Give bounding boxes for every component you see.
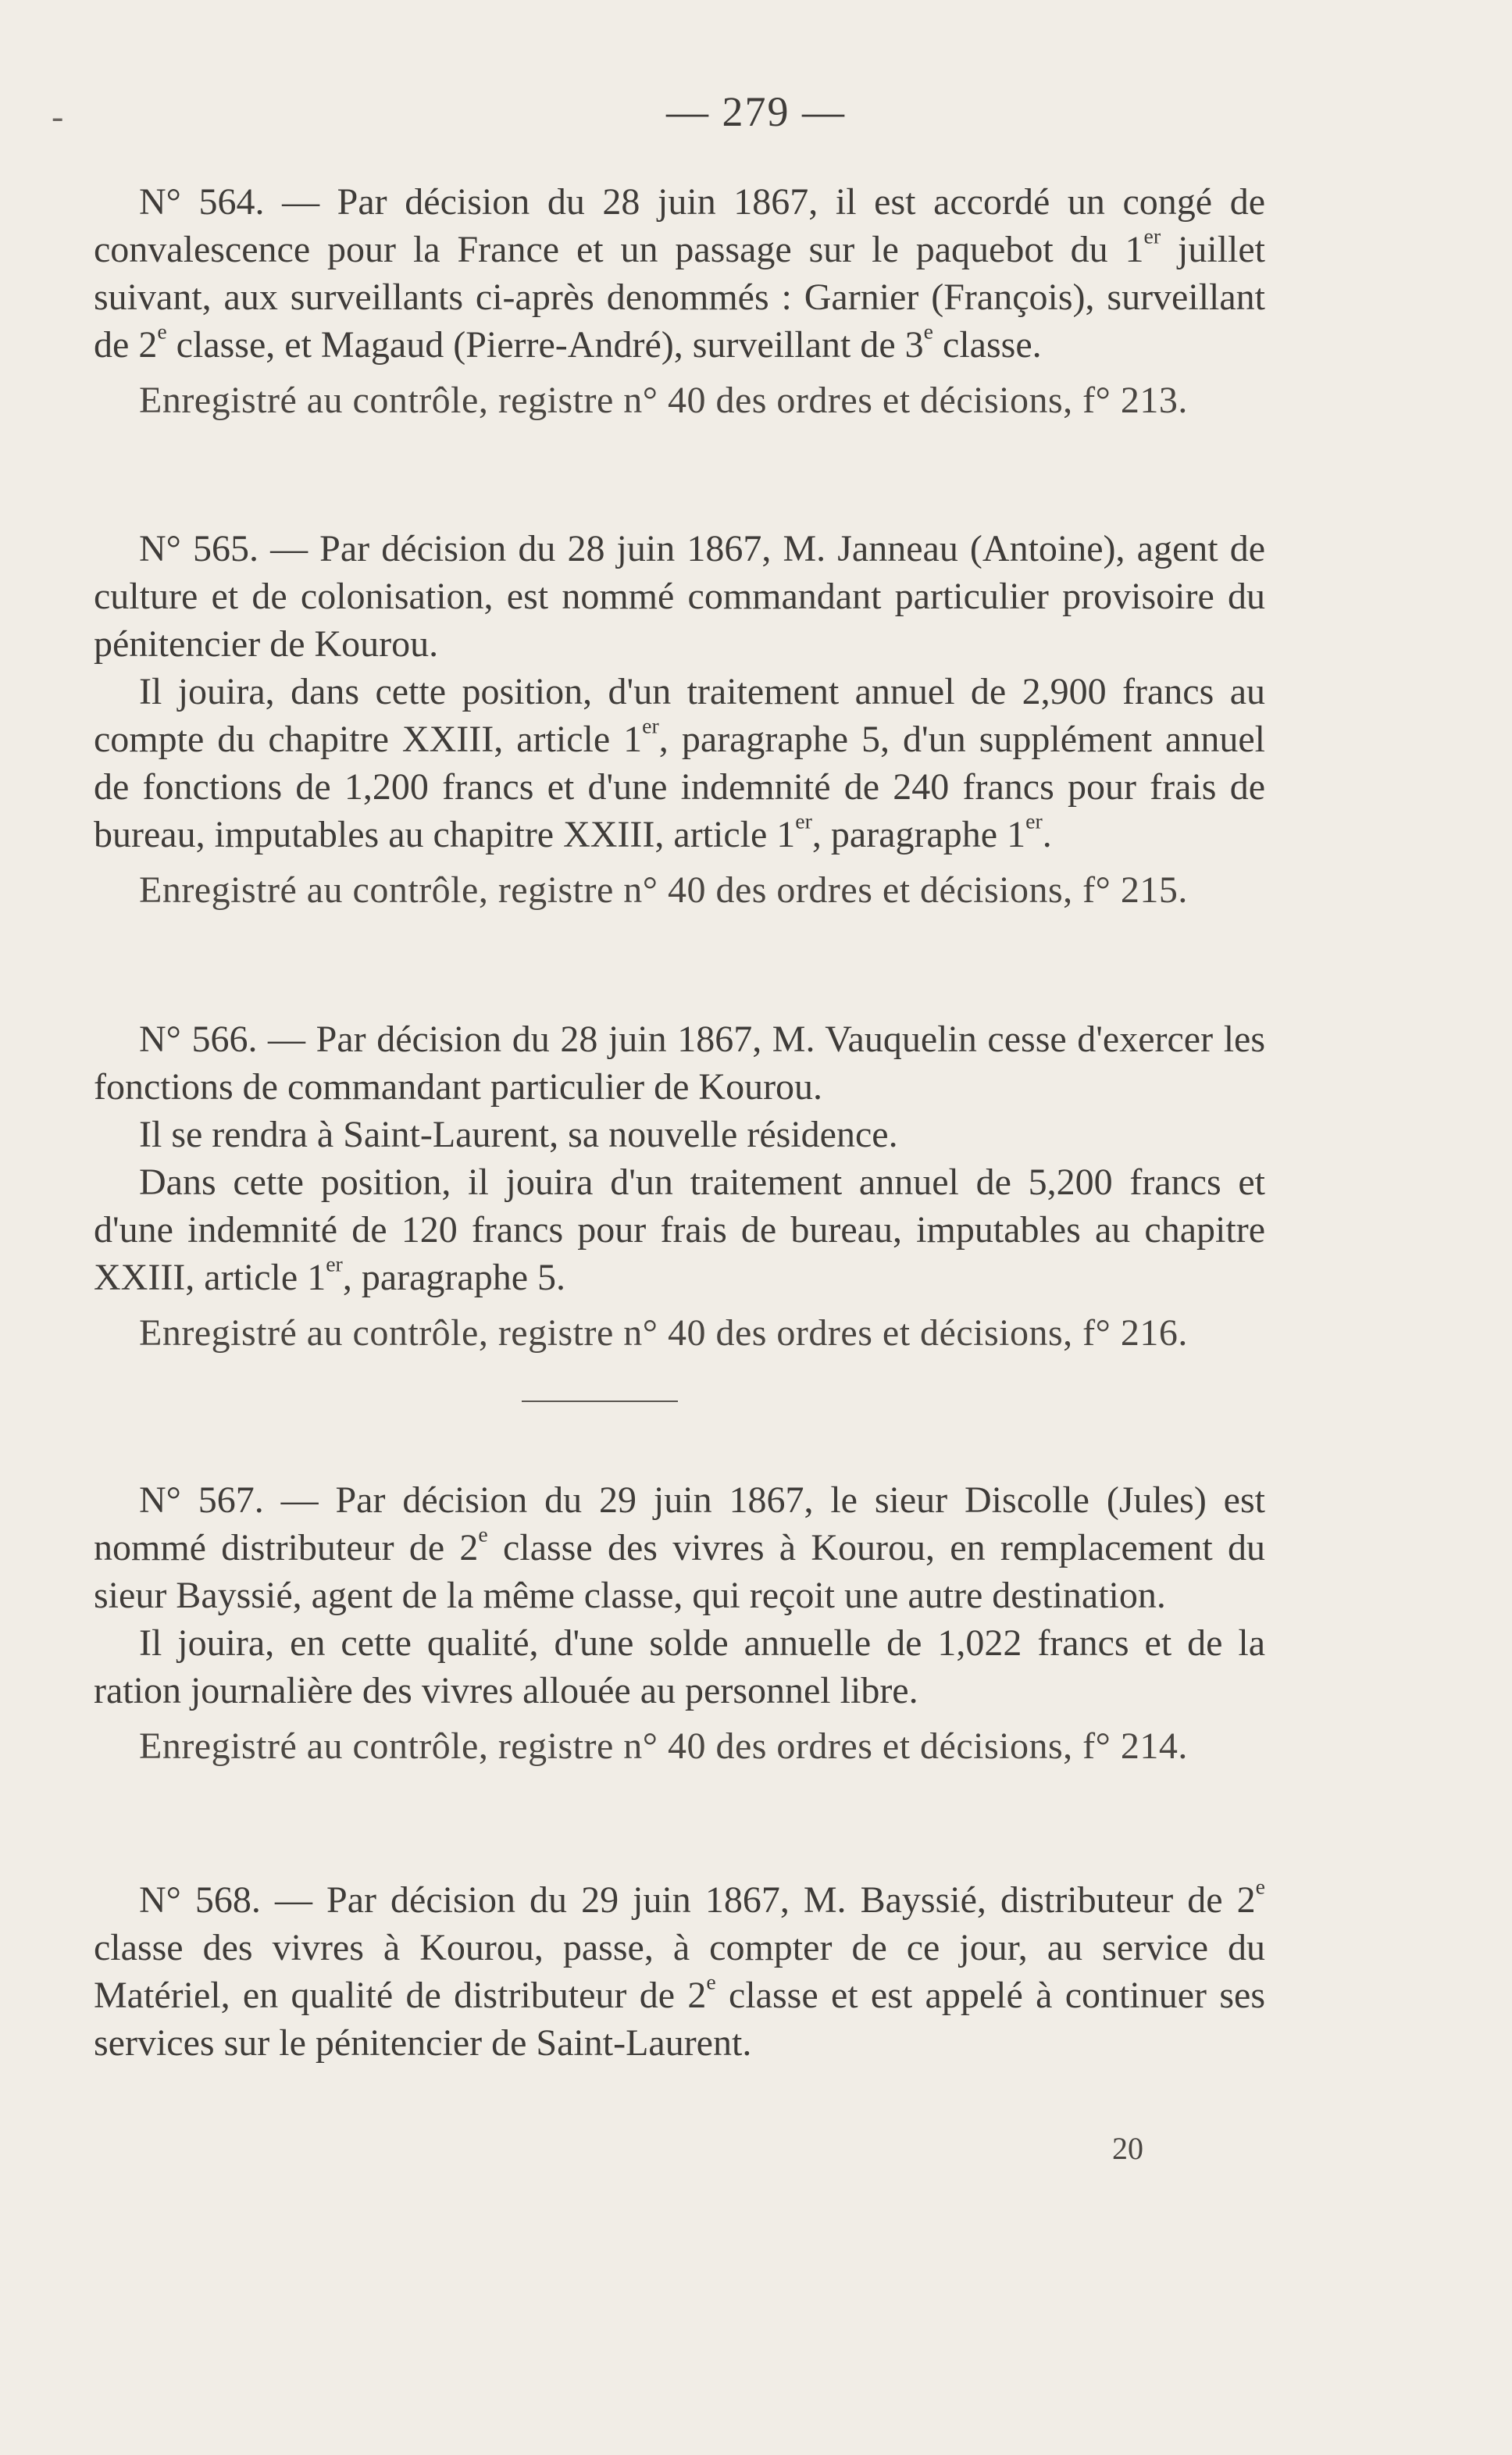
entry-text: — Par décision du 28 juin 1867, M. Janneau (Antoine), agent de culture et de colonisation, est nommé commandant particulier provisoire du pénitencier de Kourou. (94, 528, 1266, 665)
entry-paragraph: Il jouira, en cette qualité, d'une solde annuelle de 1,022 francs et de la ration journalière des vivres allouée au personnel libre. (94, 1622, 1265, 1711)
entry-number: N° 568. (139, 1879, 261, 1921)
entry-text: — Par décision du 29 juin 1867, M. Bayssié, distributeur de 2e classe des vivres à Kourou, passe, à compter de ce jour, au service du Matériel, en qualité de distributeur de 2e classe et est appelé à continuer ses services sur le pénitencier de Saint-Laurent. (94, 1875, 1266, 2064)
entry-568 (94, 1876, 1265, 2067)
entry-number: N° 565. (139, 528, 259, 569)
entry-567 (94, 1476, 1265, 1770)
registration-note: Enregistré au contrôle, registre n° 40 des ordres et décisions, f° 215. (139, 869, 1188, 911)
entry-number: N° 564. (139, 181, 265, 223)
entry-565 (94, 525, 1265, 914)
signature-mark: 20 (1112, 2131, 1143, 2166)
entry-text: — Par décision du 29 juin 1867, le sieur Discolle (Jules) est nommé distributeur de 2e classe des vivres à Kourou, en remplacement du sieur Bayssié, agent de la même classe, qui reçoit une autre destination. (94, 1479, 1266, 1616)
entry-paragraph: Il se rendra à Saint-Laurent, sa nouvelle résidence. (139, 1114, 898, 1155)
entry-paragraph (94, 1015, 1265, 1111)
section-separator-rule (522, 1401, 678, 1402)
margin-dash: - (52, 96, 64, 136)
page-number: — 279 — (666, 88, 846, 135)
entry-566 (94, 1015, 1265, 1357)
registration-note: Enregistré au contrôle, registre n° 40 des ordres et décisions, f° 216. (139, 1312, 1188, 1354)
entry-paragraph (94, 178, 1265, 369)
ordinal-suffix: er (326, 1252, 343, 1277)
ordinal-suffix: e (157, 319, 167, 344)
ordinal-suffix: er (1143, 224, 1161, 249)
ordinal-suffix: er (795, 809, 812, 834)
ordinal-suffix: e (478, 1522, 488, 1547)
ordinal-suffix: e (1255, 1875, 1266, 1900)
ordinal-suffix: er (1025, 809, 1043, 834)
entry-paragraph (94, 525, 1265, 668)
entry-number: N° 567. (139, 1479, 264, 1521)
ordinal-suffix: e (706, 1970, 716, 1995)
ordinal-suffix: e (923, 319, 934, 344)
entry-paragraph (94, 1476, 1265, 1619)
entry-paragraph: Il jouira, dans cette position, d'un traitement annuel de 2,900 francs au compte du chapitre XXIII, article 1er, paragraphe 5, d'un supplément annuel de fonctions de 1,200 francs et d'une indemnité de 240 francs pour frais de bureau, imputables au chapitre XXIII, article 1er, paragraphe 1er. (94, 671, 1265, 855)
entry-564 (94, 178, 1265, 424)
entry-paragraph: Dans cette position, il jouira d'un traitement annuel de 5,200 francs et d'une indemnité de 120 francs pour frais de bureau, imputables au chapitre XXIII, article 1er, paragraphe 5. (94, 1161, 1265, 1298)
entry-text: — Par décision du 28 juin 1867, M. Vauquelin cesse d'exercer les fonctions de commandant particulier de Kourou. (94, 1019, 1266, 1108)
entry-number: N° 566. (139, 1019, 258, 1060)
registration-note: Enregistré au contrôle, registre n° 40 des ordres et décisions, f° 213. (139, 380, 1188, 421)
entry-text: — Par décision du 28 juin 1867, il est accordé un congé de convalescence pour la France et un passage sur le paquebot du 1er juillet suivant, aux surveillants ci-après denommés : Garnier (François), surveillant de 2e classe, et Magaud (Pierre-André), surveillant de 3e classe. (94, 181, 1266, 366)
ordinal-suffix: er (642, 714, 659, 739)
registration-note: Enregistré au contrôle, registre n° 40 des ordres et décisions, f° 214. (139, 1725, 1188, 1767)
entry-paragraph (94, 1876, 1265, 2067)
